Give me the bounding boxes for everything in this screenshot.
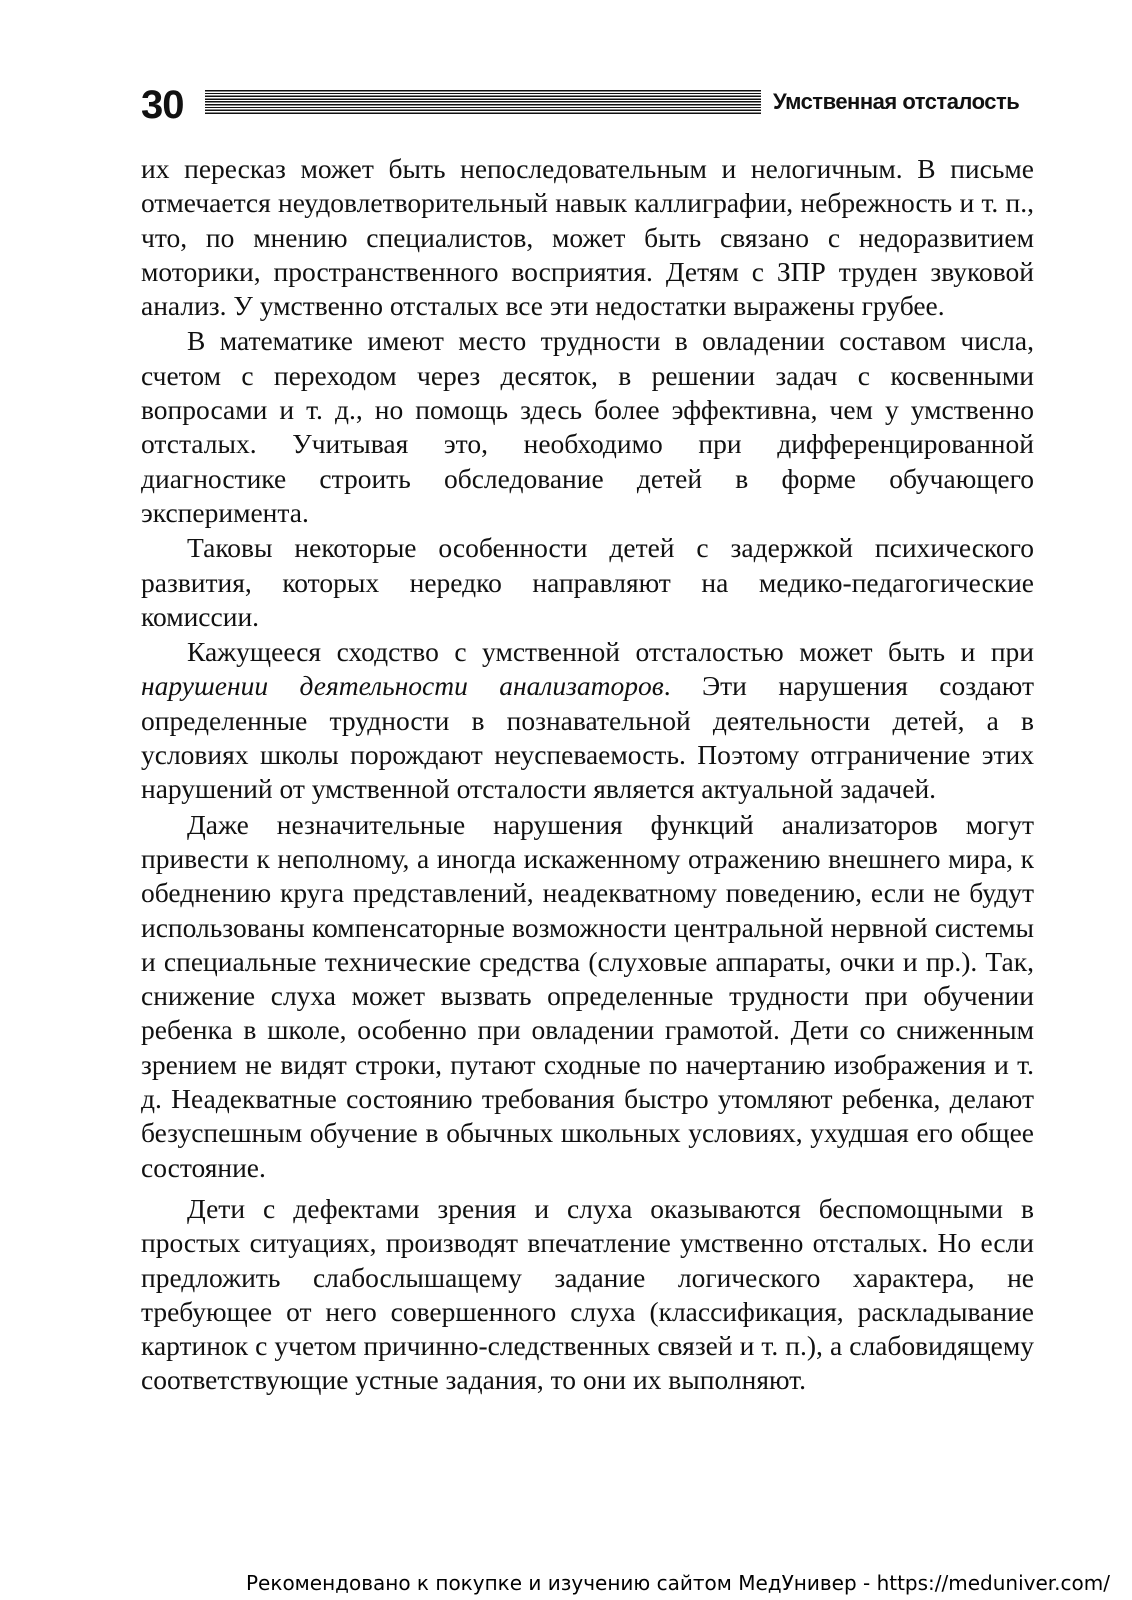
body-text (141, 152, 1034, 1399)
paragraph-4-before: Кажущееся сходство с умственной отсталостью может быть и при (187, 636, 1034, 668)
paragraph-1: их пересказ может быть непоследовательным и нелогичным. В письме отмечается неудовлетворительный навык каллиграфии, небрежность и т. п., что, по мнению специалистов, может быть связано с недоразвитием моторики, пространственного восприятия. Детям с ЗПР труден звуковой анализ. У умственно отсталых все эти недостатки выражены грубее. (141, 153, 1034, 322)
paragraph-4-after: . Эти нарушения создают определенные трудности в познавательной деятельности детей, а в условиях школы порождают неуспеваемость. Поэтому отграничение этих нарушений от умственной отсталости является актуальной задачей. (141, 670, 1034, 805)
header-rule (205, 90, 761, 114)
running-title: Умственная отсталость (773, 89, 1020, 114)
paragraph-3: Таковы некоторые особенности детей с задержкой психического развития, которых нередко направляют на медико-педагогические комиссии. (141, 532, 1034, 632)
paragraph-4 (141, 635, 1034, 806)
emphasis-analyzers: нарушении деятельности анализаторов (141, 670, 664, 702)
page-number: 30 (141, 83, 184, 127)
paragraph-6: Дети с дефектами зрения и слуха оказываются беспомощными в простых ситуациях, производят впечатление умственно отсталых. Но если предложить слабослышащему задание логического характера, не требующее от него совершенного слуха (классификация, раскладывание картинок с учетом причинно-следственных связей и т. п.), а слабовидящему соответствующие устные задания, то они их выполняют. (141, 1192, 1034, 1396)
paragraph-2: В математике имеют место трудности в овладении составом числа, счетом с переходом через десяток, в решении задач с косвенными вопросами и т. д., но помощь здесь более эффективна, чем у умственно отсталых. Учитывая это, необходимо при дифференцированной диагностике строить обследование детей в форме обучающего эксперимента. (141, 325, 1034, 528)
page-header (141, 80, 1031, 130)
paragraph-5: Даже незначительные нарушения функций анализаторов могут привести к неполному, а иногда искаженному отражению внешнего мира, к обеднению круга представлений, неадекватному поведению, если не будут использованы компенсаторные возможности центральной нервной системы и специальные технические средства (слуховые аппараты, очки и пр.). Так, снижение слуха может вызвать определенные трудности при обучении ребенка в школе, особенно при овладении грамотой. Дети со сниженным зрением не видят строки, путают сходные по начертанию изображения и т. д. Неадекватные состоянию требования быстро утомляют ребенка, делают безуспешным обучение в обычных школьных условиях, ухудшая его общее состояние. (141, 808, 1034, 1183)
footer-watermark: Рекомендовано к покупке и изучению сайтом МедУнивер - https://meduniver.com/ (246, 1571, 1110, 1595)
